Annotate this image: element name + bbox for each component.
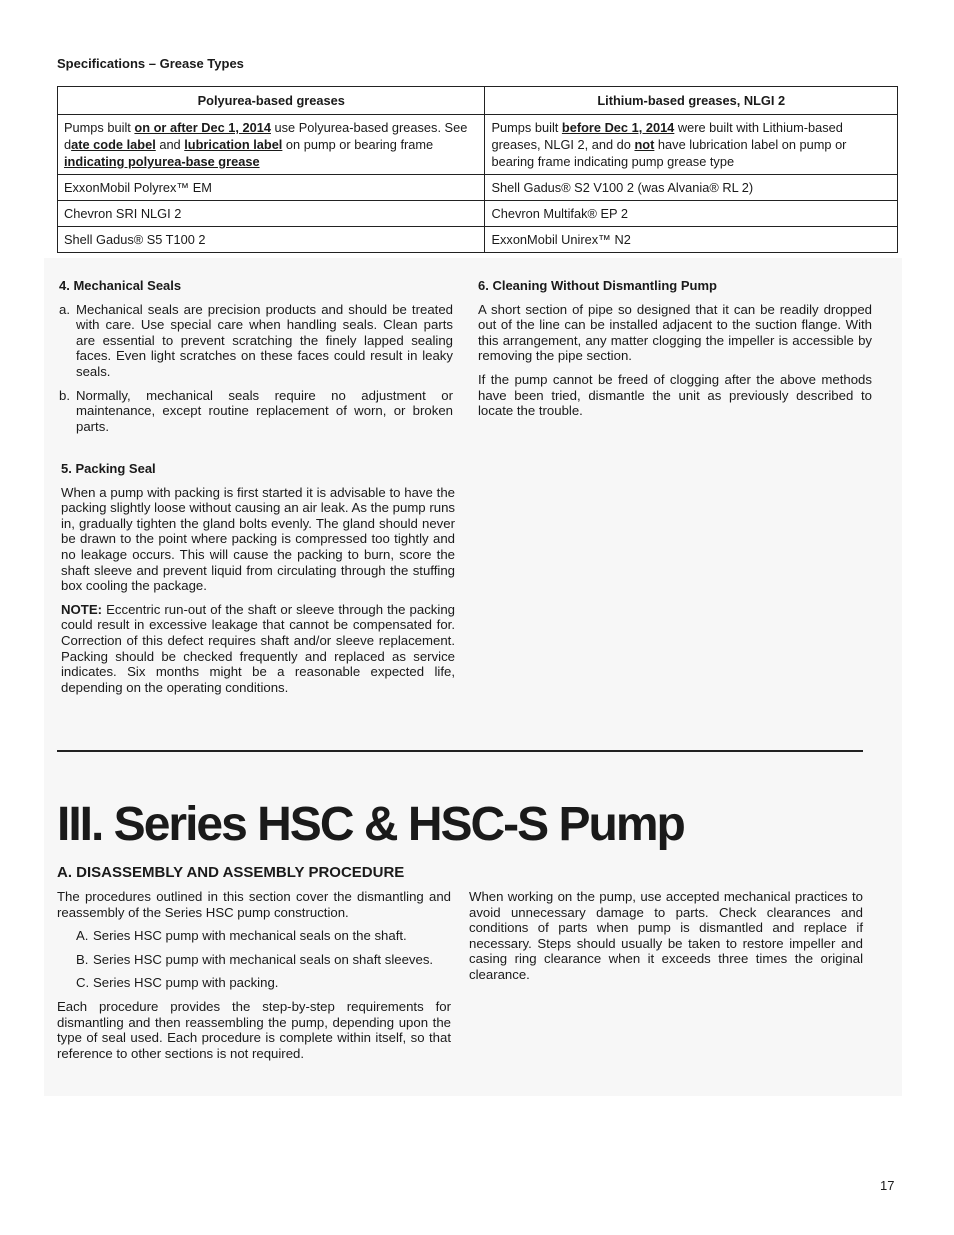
- mechanical-seals-heading: 4. Mechanical Seals: [59, 278, 182, 293]
- list-item: C. Series HSC pump with packing.: [76, 975, 279, 991]
- procedure-left-column: [57, 889, 451, 1069]
- cleaning-paragraph-1: A short section of pipe so designed that it can be readily dropped out of the line can be installed adjacent to the suction flange. With this arrangement, any matter clogging the impeller is accessible by removing the pipe section.: [478, 301, 872, 364]
- table-cell: Shell Gadus® S2 V100 2 (was Alvania® RL 2): [485, 175, 898, 201]
- table-row: [58, 115, 898, 175]
- table-cell: Chevron SRI NLGI 2: [58, 201, 485, 227]
- packing-seal-paragraph: When a pump with packing is first started it is advisable to have the packing slightly loose without causing an air leak. As the pump runs in, gradually tighten the gland bolts evenly. The gland should never be drawn to the point where packing is compressed too tightly and no leakage occurs. This will cause the packing to burn, score the shaft sleeve and prevent liquid from circulating through the stuffing box cooling the package.: [61, 484, 455, 594]
- page-number: 17: [880, 1178, 895, 1193]
- table-cell: ExxonMobil Unirex™ N2: [485, 227, 898, 253]
- section-divider: [57, 750, 863, 752]
- cleaning-heading: 6. Cleaning Without Dismantling Pump: [478, 278, 717, 293]
- packing-seal-section: [61, 461, 455, 703]
- list-item: B. Series HSC pump with mechanical seals on shaft sleeves.: [76, 951, 434, 967]
- list-item: b. Normally, mechanical seals require no adjustment or maintenance, except routine replacement of worn, or broken parts.: [59, 387, 453, 434]
- grease-types-table: [57, 86, 898, 253]
- table-row: [58, 201, 898, 227]
- table-cell: Chevron Multifak® EP 2: [485, 201, 898, 227]
- table-cell: ExxonMobil Polyrex™ EM: [58, 175, 485, 201]
- table-row: [58, 175, 898, 201]
- procedure-right-column: [469, 889, 863, 991]
- header-lithium: Lithium-based greases, NLGI 2: [485, 87, 898, 115]
- lithium-description: Pumps built before Dec 1, 2014 were built with Lithium-based greases, NLGI 2, and do not have lubrication label on pump or bearing frame indicating pump grease type: [485, 115, 898, 175]
- procedure-heading: A. DISASSEMBLY AND ASSEMBLY PROCEDURE: [57, 864, 405, 881]
- polyurea-description: Pumps built on or after Dec 1, 2014 use Polyurea-based greases. See date code label and lubrication label on pump or bearing frame indicating polyurea-base grease: [58, 115, 485, 175]
- procedure-right-paragraph: When working on the pump, use accepted mechanical practices to avoid unnecessary damage to parts. Check clearances and conditions of parts when pump is dismantled and replace if necessary. Steps should usually be taken to restore impeller and casing ring clearance when it exceeds three times the original clearance.: [469, 889, 863, 982]
- packing-seal-heading: 5. Packing Seal: [61, 461, 156, 476]
- list-item: a. Mechanical seals are precision products and should be treated with care. Use special care when handling seals. Clean parts are essential to prevent scratching the finely lapped sealing faces. Even light scratches on these faces could result in leaky seals.: [59, 301, 453, 379]
- header-polyurea: Polyurea-based greases: [58, 87, 485, 115]
- packing-seal-note: NOTE: Eccentric run-out of the shaft or sleeve through the packing could result in excessive leakage that cannot be compensated for. Correction of this defect requires shaft and/or sleeve replacement. Packing should be checked frequently and replaced as service indicates. Six months might be a reasonable expected life, depending on the operating conditions.: [61, 601, 455, 695]
- spec-title: Specifications – Grease Types: [57, 56, 244, 71]
- procedure-closing: Each procedure provides the step-by-step requirements for dismantling and then reassembling the pump, depending upon the type of seal used. Each procedure is complete within itself, so that reference to other sections is not required.: [57, 998, 451, 1061]
- table-row: [58, 227, 898, 253]
- cleaning-paragraph-2: If the pump cannot be freed of clogging after the above methods have been tried, dismantle the unit as previously described to locate the trouble.: [478, 371, 872, 419]
- cleaning-section: [478, 278, 872, 427]
- section-title: III. Series HSC & HSC-S Pump: [57, 798, 684, 851]
- list-item: A. Series HSC pump with mechanical seals on the shaft.: [76, 928, 407, 944]
- table-cell: Shell Gadus® S5 T100 2: [58, 227, 485, 253]
- table-header-row: [58, 87, 898, 115]
- mechanical-seals-section: [59, 278, 453, 442]
- procedure-intro: The procedures outlined in this section cover the dismantling and reassembly of the Series HSC pump construction.: [57, 889, 451, 920]
